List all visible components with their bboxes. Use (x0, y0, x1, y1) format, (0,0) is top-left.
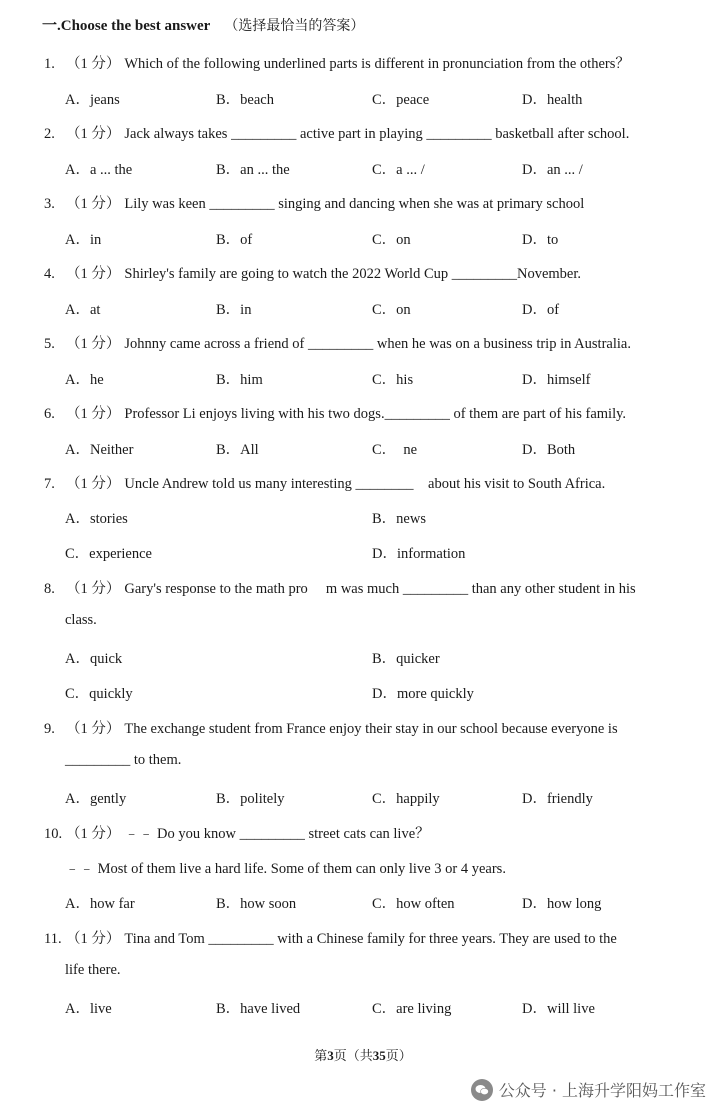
question-number: 7. (44, 476, 55, 492)
question-number: 6. (44, 406, 55, 422)
question-score: （1 分） (66, 826, 121, 842)
question-10 (44, 822, 430, 843)
question-number: 3. (44, 196, 55, 212)
section-title-main: 一.Choose the best answer (42, 18, 211, 34)
option-c: C．a ... / (372, 162, 425, 178)
footer-mid: 页（共 (333, 1048, 373, 1063)
question-text: Johnny came across a friend of _________ when he was on a business trip in Australia. (124, 336, 631, 352)
option-d: D．more quickly (372, 686, 474, 702)
question-6 (44, 402, 626, 423)
option-b: B．politely (216, 791, 285, 807)
question-score: （1 分） (66, 196, 121, 212)
option-a: A．he (65, 372, 104, 388)
question-number: 4. (44, 266, 55, 282)
option-b: B．in (216, 302, 252, 318)
option-b: B．him (216, 372, 263, 388)
question-score: （1 分） (66, 476, 121, 492)
wechat-icon (471, 1079, 493, 1101)
question-number: 10. (44, 826, 63, 842)
option-b: B．news (372, 511, 426, 527)
question-score: （1 分） (66, 266, 121, 282)
watermark-text: 公众号 · 上海升学阳妈工作室 (498, 1081, 706, 1100)
question-score: （1 分） (66, 126, 121, 142)
option-b: B．of (216, 232, 253, 248)
option-c: C．quickly (65, 686, 133, 702)
option-d: D．friendly (522, 791, 593, 807)
option-c: C．are living (372, 1001, 452, 1017)
option-c: C．peace (372, 92, 430, 108)
question-4 (44, 262, 581, 283)
option-c: C．his (372, 372, 414, 388)
option-c: C．happily (372, 791, 440, 807)
question-number: 5. (44, 336, 55, 352)
option-d: D．to (522, 232, 559, 248)
option-d: D．Both (522, 442, 576, 458)
question-9 (44, 717, 618, 738)
option-d: D．information (372, 546, 466, 562)
question-5 (44, 332, 631, 353)
question-text: Tina and Tom _________ with a Chinese family for three years. They are used to the (124, 931, 617, 947)
question-score: （1 分） (66, 931, 121, 947)
question-score: （1 分） (66, 581, 121, 597)
question-text: The exchange student from France enjoy their stay in our school because everyone is (124, 721, 618, 737)
option-a: A．jeans (65, 92, 120, 108)
page-number: 3 (327, 1048, 334, 1063)
question-continuation: _________ to them. (65, 752, 182, 768)
option-a: A．at (65, 302, 101, 318)
question-score: （1 分） (66, 406, 121, 422)
option-a: A．gently (65, 791, 127, 807)
option-a: A．how far (65, 896, 135, 912)
question-text: Jack always takes _________ active part in playing _________ basketball after school. (124, 126, 630, 142)
option-d: D．of (522, 302, 560, 318)
option-c: C．on (372, 232, 411, 248)
option-a: A．live (65, 1001, 112, 1017)
option-b: B．how soon (216, 896, 297, 912)
question-text: ﹣﹣ Do you know _________ street cats can live？ (124, 826, 430, 842)
option-a: A．Neither (65, 442, 134, 458)
question-score: （1 分） (66, 336, 121, 352)
option-c: C．experience (65, 546, 152, 562)
page-footer (0, 1045, 726, 1064)
option-c: C．on (372, 302, 411, 318)
option-d: D．how long (522, 896, 602, 912)
option-b: B．All (216, 442, 259, 458)
question-continuation: ﹣﹣ Most of them live a hard life. Some of them can only live 3 or 4 years. (65, 861, 506, 877)
option-a: A．stories (65, 511, 128, 527)
footer-suffix: 页） (385, 1048, 412, 1063)
question-2 (44, 122, 629, 143)
question-text: Lily was keen _________ singing and dancing when she was at primary school (124, 196, 585, 212)
option-b: B．beach (216, 92, 274, 108)
question-number: 8. (44, 581, 55, 597)
section-title-chinese: （选择最恰当的答案） (224, 19, 365, 34)
option-d: D．an ... / (522, 162, 583, 178)
question-3 (44, 192, 584, 213)
question-1 (44, 52, 630, 73)
option-a: A．quick (65, 651, 123, 667)
question-text: Which of the following underlined parts is different in pronunciation from the others？ (124, 56, 630, 72)
option-c: C．how often (372, 896, 455, 912)
page-total: 35 (372, 1048, 386, 1063)
question-score: （1 分） (66, 56, 121, 72)
question-number: 9. (44, 721, 55, 737)
question-number: 11. (44, 931, 62, 947)
option-d: D．himself (522, 372, 591, 388)
watermark (471, 1078, 706, 1101)
option-b: B．have lived (216, 1001, 301, 1017)
section-title (42, 14, 364, 35)
option-d: D．will live (522, 1001, 595, 1017)
option-b: B．quicker (372, 651, 440, 667)
option-c: C． ne (372, 442, 418, 458)
question-text: Professor Li enjoys living with his two dogs._________ of them are part of his family. (124, 406, 627, 422)
footer-prefix: 第 (314, 1048, 328, 1063)
question-text: Gary's response to the math pro m was much _________ than any other student in his (124, 581, 636, 597)
question-11 (44, 927, 617, 948)
question-text: Uncle Andrew told us many interesting ________ about his visit to South Africa. (124, 476, 606, 492)
question-text: Shirley's family are going to watch the 2022 World Cup _________November. (124, 266, 582, 282)
option-a: A．a ... the (65, 162, 133, 178)
option-d: D．health (522, 92, 583, 108)
question-number: 2. (44, 126, 55, 142)
question-continuation: class. (65, 612, 97, 628)
question-score: （1 分） (66, 721, 121, 737)
option-b: B．an ... the (216, 162, 290, 178)
question-continuation: life there. (65, 962, 121, 978)
question-8 (44, 577, 636, 598)
option-a: A．in (65, 232, 102, 248)
question-7 (44, 472, 605, 493)
question-number: 1. (44, 56, 55, 72)
